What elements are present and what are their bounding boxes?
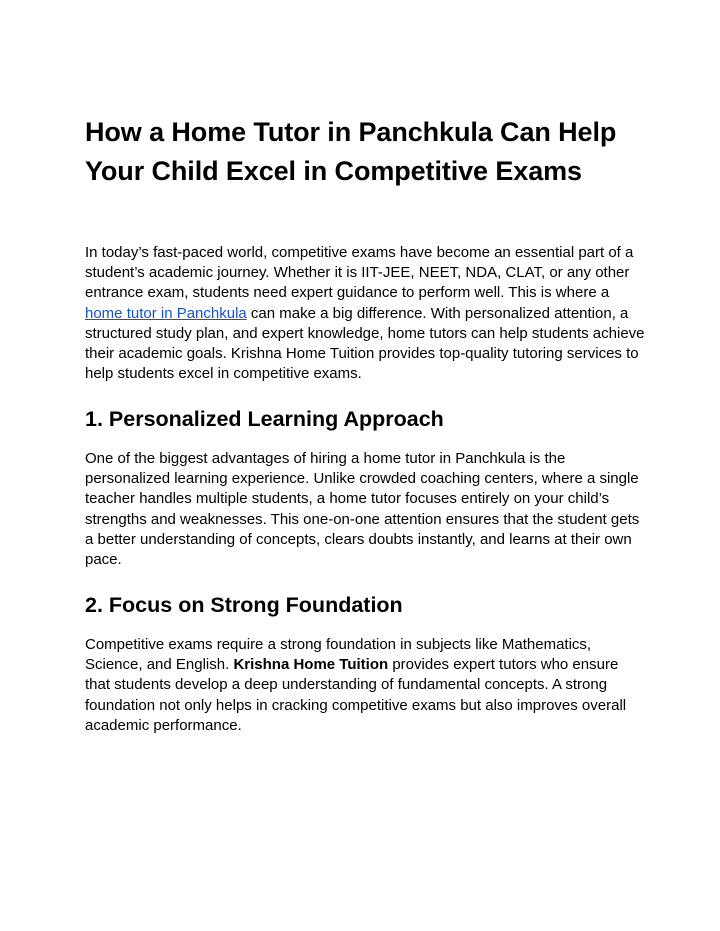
- section-heading-strong-foundation: 2. Focus on Strong Foundation: [85, 593, 403, 617]
- home-tutor-link[interactable]: home tutor in Panchkula: [85, 304, 247, 322]
- section-heading-personalized-learning: 1. Personalized Learning Approach: [85, 407, 444, 431]
- page-title: How a Home Tutor in Panchkula Can Help Your Child Excel in Competitive Exams: [85, 117, 617, 186]
- intro-paragraph: [85, 243, 645, 384]
- intro-text-before-link: In today’s fast-paced world, competitive exams have become an essential part of a student’s academic journey. Whether it is IIT-JEE, NEET, NDA, CLAT, or any other entrance exam, students need expert guidance to perform well. This is where a: [85, 244, 634, 302]
- krishna-home-tuition-bold: Krishna Home Tuition: [233, 656, 389, 674]
- foundation-text-after-bold: provides expert tutors who ensure that students develop a deep understanding of fundamental concepts. A strong foundation not only helps in cracking competitive exams but also improves overall academic performance.: [85, 656, 627, 734]
- intro-text-after-link: can make a big difference. With personalized attention, a structured study plan, and expert knowledge, home tutors can help students achieve their academic goals. Krishna Home Tuition provides top-quality tutoring services to help students excel in competitive exams.: [85, 304, 645, 383]
- section-body-strong-foundation: [85, 635, 645, 736]
- section-body-personalized-learning: One of the biggest advantages of hiring a home tutor in Panchkula is the personalized learning experience. Unlike crowded coaching centers, where a single teacher handles multiple students, a home tutor focuses entirely on your child’s strengths and weaknesses. This one-on-one attention ensures that the student gets a better understanding of concepts, clears doubts instantly, and learns at their own pace.: [85, 450, 640, 569]
- foundation-text-before-bold: Competitive exams require a strong foundation in subjects like Mathematics, Science, and English.: [85, 636, 592, 674]
